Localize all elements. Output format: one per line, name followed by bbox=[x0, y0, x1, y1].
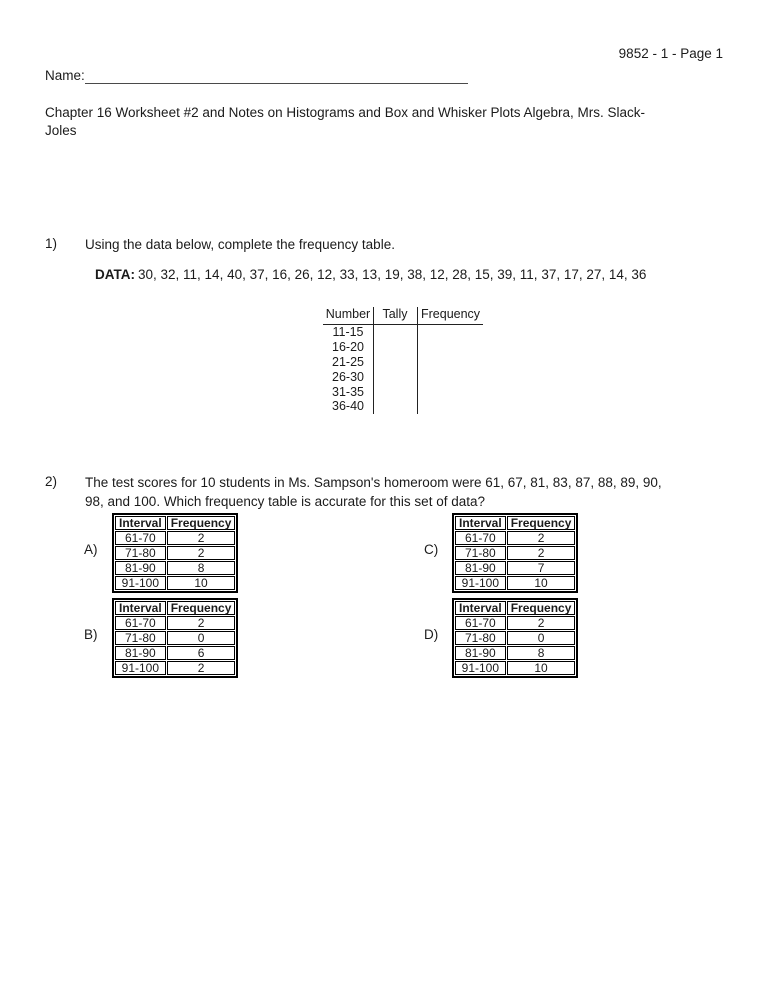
name-blank-line bbox=[85, 70, 468, 84]
interval-cell: 61-70 bbox=[455, 616, 506, 630]
frequency-cell: 0 bbox=[167, 631, 236, 645]
interval-cell: 81-90 bbox=[455, 646, 506, 660]
question2-number: 2) bbox=[45, 474, 58, 489]
q1-table-header-row bbox=[323, 306, 483, 325]
worksheet-title-line1: Chapter 16 Worksheet #2 and Notes on Histograms and Box and Whisker Plots Algebra, Mrs. Slack- bbox=[45, 105, 646, 120]
interval-cell: 71-80 bbox=[455, 631, 506, 645]
table-row bbox=[455, 616, 575, 630]
interval-cell: 91-100 bbox=[115, 576, 166, 590]
choice-d-label: D) bbox=[424, 627, 439, 642]
q1-col-header-frequency: Frequency bbox=[421, 307, 481, 321]
choice-b-frequency-table bbox=[112, 598, 238, 678]
q1-table-body bbox=[323, 325, 483, 414]
interval-cell: 71-80 bbox=[455, 546, 506, 560]
col-header-frequency: Frequency bbox=[507, 516, 576, 530]
table-row bbox=[115, 631, 235, 645]
table-row bbox=[115, 616, 235, 630]
frequency-cell: 2 bbox=[507, 616, 576, 630]
interval-cell: 71-80 bbox=[115, 631, 166, 645]
table-row bbox=[455, 646, 575, 660]
interval-cell: 81-90 bbox=[115, 646, 166, 660]
interval-cell: 91-100 bbox=[115, 661, 166, 675]
choice-a-label: A) bbox=[84, 542, 98, 557]
q1-table-row: 26-30 bbox=[332, 369, 364, 384]
table-row bbox=[115, 531, 235, 545]
frequency-cell: 7 bbox=[507, 561, 576, 575]
question2-prompt-line2: 98, and 100. Which frequency table is accurate for this set of data? bbox=[85, 494, 485, 509]
choice-c-frequency-table bbox=[452, 513, 578, 593]
frequency-cell: 8 bbox=[167, 561, 236, 575]
col-header-frequency: Frequency bbox=[167, 601, 236, 615]
col-header-interval: Interval bbox=[455, 601, 506, 615]
q1-table-divider-number-tally bbox=[373, 307, 374, 414]
frequency-cell: 2 bbox=[167, 531, 236, 545]
col-header-interval: Interval bbox=[115, 516, 166, 530]
interval-cell: 61-70 bbox=[455, 531, 506, 545]
frequency-cell: 8 bbox=[507, 646, 576, 660]
col-header-frequency: Frequency bbox=[167, 516, 236, 530]
name-label: Name: bbox=[45, 68, 85, 83]
q1-col-header-tally: Tally bbox=[382, 307, 408, 321]
table-row bbox=[455, 576, 575, 590]
q1-table-row: 21-25 bbox=[332, 354, 364, 369]
table-header-row bbox=[455, 516, 575, 530]
q1-table-row: 31-35 bbox=[332, 384, 364, 399]
col-header-frequency: Frequency bbox=[507, 601, 576, 615]
interval-cell: 81-90 bbox=[115, 561, 166, 575]
question1-data-line bbox=[95, 267, 646, 282]
frequency-cell: 10 bbox=[507, 576, 576, 590]
table-row bbox=[115, 661, 235, 675]
question1-number: 1) bbox=[45, 236, 58, 251]
table-header-row bbox=[455, 601, 575, 615]
table-row bbox=[455, 661, 575, 675]
worksheet-title bbox=[45, 104, 725, 139]
interval-cell: 61-70 bbox=[115, 531, 166, 545]
choice-c-label: C) bbox=[424, 542, 439, 557]
table-header-row bbox=[115, 516, 235, 530]
q1-table-divider-tally-frequency bbox=[417, 307, 418, 414]
interval-cell: 91-100 bbox=[455, 661, 506, 675]
interval-cell: 91-100 bbox=[455, 576, 506, 590]
data-label: DATA: bbox=[95, 267, 135, 282]
table-row bbox=[455, 561, 575, 575]
question2-prompt-line1: The test scores for 10 students in Ms. Sampson's homeroom were 61, 67, 81, 83, 87, 88, 89, 90, bbox=[85, 475, 662, 490]
q1-table-row: 16-20 bbox=[332, 339, 364, 354]
frequency-cell: 6 bbox=[167, 646, 236, 660]
choice-b-label: B) bbox=[84, 627, 98, 642]
frequency-cell: 2 bbox=[507, 531, 576, 545]
choice-a-frequency-table bbox=[112, 513, 238, 593]
question1-prompt: Using the data below, complete the frequency table. bbox=[85, 237, 395, 252]
frequency-cell: 10 bbox=[507, 661, 576, 675]
q1-col-header-number: Number bbox=[325, 307, 371, 321]
table-row bbox=[455, 546, 575, 560]
page-number-header: 9852 - 1 - Page 1 bbox=[618, 46, 723, 61]
col-header-interval: Interval bbox=[115, 601, 166, 615]
q1-table-row: 11-15 bbox=[332, 325, 364, 339]
interval-cell: 61-70 bbox=[115, 616, 166, 630]
interval-cell: 81-90 bbox=[455, 561, 506, 575]
data-values: 30, 32, 11, 14, 40, 37, 16, 26, 12, 33, 13, 19, 38, 12, 28, 15, 39, 11, 37, 17, 27, 14, 36 bbox=[138, 267, 647, 282]
frequency-cell: 2 bbox=[167, 661, 236, 675]
table-row bbox=[455, 531, 575, 545]
table-row bbox=[455, 631, 575, 645]
frequency-cell: 2 bbox=[507, 546, 576, 560]
frequency-cell: 2 bbox=[167, 616, 236, 630]
interval-cell: 71-80 bbox=[115, 546, 166, 560]
col-header-interval: Interval bbox=[455, 516, 506, 530]
frequency-cell: 0 bbox=[507, 631, 576, 645]
table-row bbox=[115, 646, 235, 660]
worksheet-title-line2: Joles bbox=[45, 122, 77, 138]
table-header-row bbox=[115, 601, 235, 615]
frequency-cell: 10 bbox=[167, 576, 236, 590]
q1-frequency-table bbox=[323, 306, 483, 415]
table-row bbox=[115, 561, 235, 575]
frequency-cell: 2 bbox=[167, 546, 236, 560]
q1-table-row: 36-40 bbox=[332, 399, 364, 414]
table-row bbox=[115, 546, 235, 560]
choice-d-frequency-table bbox=[452, 598, 578, 678]
table-row bbox=[115, 576, 235, 590]
